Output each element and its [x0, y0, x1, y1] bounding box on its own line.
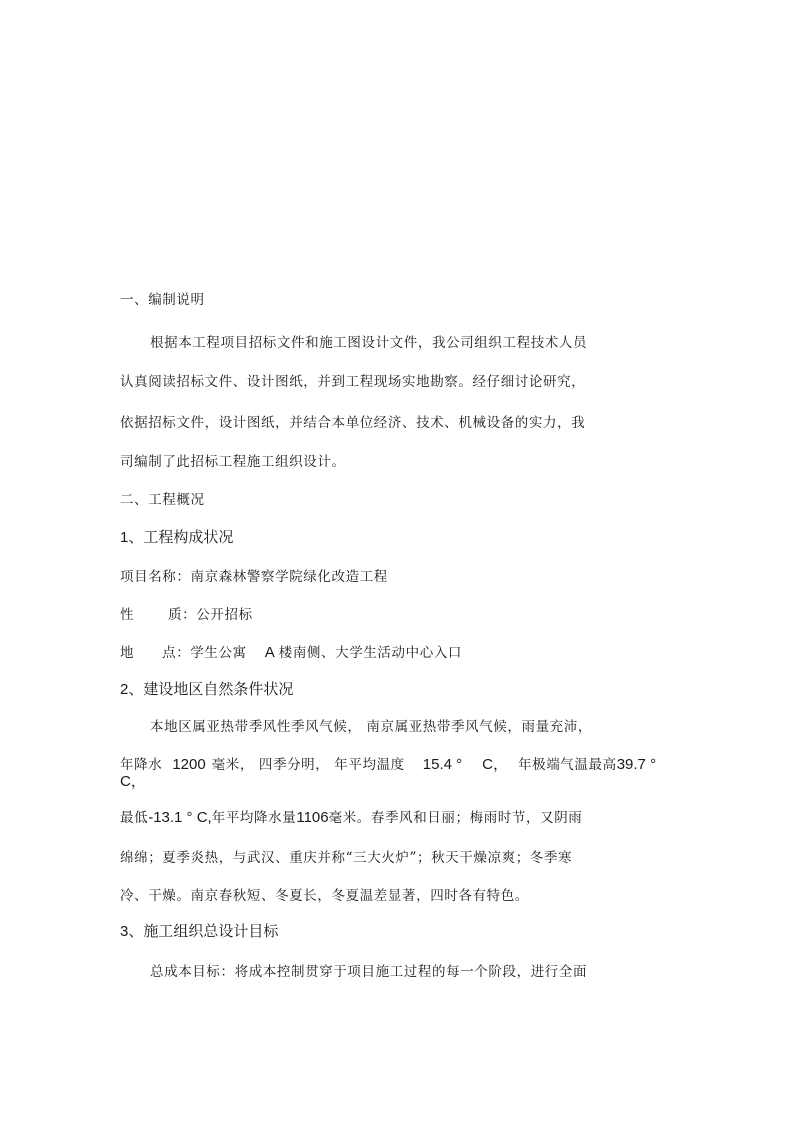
- paragraph-line: 依据招标文件，设计图纸，并结合本单位经济、技术、机械设备的实力，我: [120, 415, 586, 431]
- project-nature-line: [120, 605, 253, 625]
- nature-label: 性: [120, 607, 135, 623]
- climate-text: 毫米。春季风和日丽；梅雨时节，又阴雨: [328, 810, 583, 826]
- climate-line: 绵绵；夏季炎热，与武汉、重庆并称“三大火炉”；秋天干燥凉爽；冬季寒: [120, 850, 573, 866]
- subsection-heading-composition: [120, 528, 233, 548]
- avg-temperature-value: 15.4 °: [422, 756, 463, 773]
- section-heading-compilation: 一、编制说明: [120, 292, 205, 308]
- location-building-letter: A: [264, 644, 275, 661]
- max-temperature-value: 39.7 °: [616, 756, 657, 773]
- climate-text: 年平均降水量: [211, 810, 297, 826]
- climate-text: 最低: [120, 810, 149, 826]
- climate-text: 年极端气温最高: [518, 757, 617, 773]
- climate-text: 毫米， 四季分明， 年平均温度: [211, 757, 405, 773]
- location-value-rest: 楼南侧、大学生活动中心入口: [278, 645, 463, 661]
- subsection-heading-climate: [120, 680, 293, 700]
- paragraph-line: 认真阅读招标文件、设计图纸，并到工程现场实地勘察。经仔细讨论研究，: [120, 374, 586, 390]
- goals-line: 总成本目标：将成本控制贯穿于项目施工过程的每一个阶段，进行全面: [150, 964, 588, 980]
- climate-line: [120, 808, 582, 828]
- climate-line: 本地区属亚热带季风性季风气候， 南京属亚热带季风气候，雨量充沛，: [150, 719, 592, 735]
- paragraph-line: 司编制了此招标工程施工组织设计。: [120, 454, 346, 470]
- location-label: 地: [120, 645, 135, 661]
- climate-line-wrap: [120, 772, 146, 792]
- climate-text: 年降水: [120, 757, 163, 773]
- subsection-heading-text: 3、施工组织总设计目标: [120, 923, 279, 940]
- location-value: 点：学生公寓: [162, 645, 247, 661]
- subsection-heading-goals: [120, 922, 278, 942]
- temperature-unit: C，: [482, 756, 508, 773]
- project-name-line: 项目名称：南京森林警察学院绿化改造工程: [120, 569, 388, 585]
- section-heading-overview: 二、工程概况: [120, 492, 205, 508]
- avg-precipitation-value: 1106: [296, 809, 329, 826]
- min-temperature-value: -13.1 ° C,: [148, 809, 212, 826]
- climate-line: [120, 755, 656, 775]
- project-location-line: [120, 643, 462, 663]
- nature-value: 质：公开招标: [168, 607, 253, 623]
- subsection-heading-text: 2、建设地区自然条件状况: [120, 681, 294, 698]
- climate-line: 冷、干燥。南京春秋短、冬夏长，冬夏温差显著，四时各有特色。: [120, 888, 529, 904]
- subsection-heading-text: 1、工程构成状况: [120, 529, 234, 546]
- annual-precipitation-value: 1200: [172, 756, 206, 773]
- temperature-unit: C，: [120, 773, 146, 790]
- paragraph-line: 根据本工程项目招标文件和施工图设计文件，我公司组织工程技术人员: [150, 335, 588, 351]
